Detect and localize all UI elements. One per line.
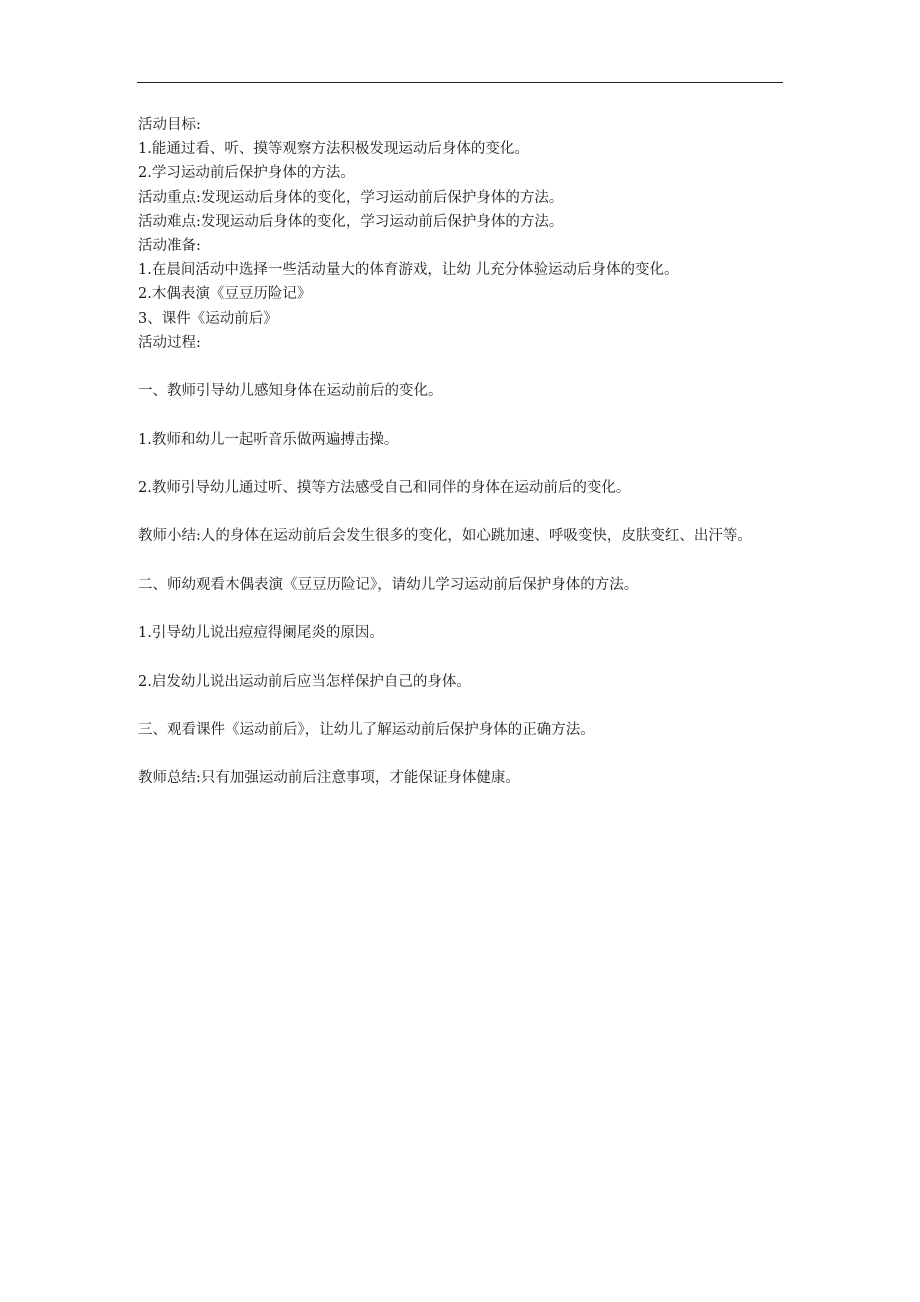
spacer	[138, 355, 786, 379]
section-1-summary: 教师小结:人的身体在运动前后会发生很多的变化，如心跳加速、呼吸变快，皮肤变红、出汗等。	[138, 528, 752, 545]
spacer	[138, 500, 786, 524]
section-1-item-2: 2.教师引导幼儿通过听、摸等方法感受自己和同伴的身体在运动前后的变化。	[138, 480, 631, 496]
goals-heading: 活动目标:	[138, 117, 201, 133]
section-1-item-1: 1.教师和幼儿一起听音乐做两遍搏击操。	[138, 431, 399, 448]
process-heading: 活动过程:	[138, 334, 201, 351]
section-2-item-2: 2.启发幼儿说出运动前后应当怎样保护自己的身体。	[138, 673, 471, 690]
spacer	[138, 742, 786, 766]
spacer	[138, 452, 786, 476]
spacer	[138, 403, 786, 427]
spacer	[138, 645, 786, 669]
difficult-point: 活动难点:发现运动后身体的变化，学习运动前后保护身体的方法。	[138, 213, 564, 230]
goal-item-2: 2.学习运动前后保护身体的方法。	[138, 165, 355, 182]
key-point: 活动重点:发现运动后身体的变化，学习运动前后保护身体的方法。	[138, 189, 564, 206]
final-summary: 教师总结:只有加强运动前后注意事项，才能保证身体健康。	[138, 770, 520, 787]
preparation-item-2: 2.木偶表演《豆豆历险记》	[138, 286, 312, 303]
header-rule	[137, 82, 783, 83]
document-body	[138, 113, 786, 791]
section-2-item-1: 1.引导幼儿说出痘痘得阑尾炎的原因。	[138, 625, 384, 642]
spacer	[138, 597, 786, 621]
preparation-item-1: 1.在晨间活动中选择一些活动量大的体育游戏，让幼 儿充分体验运动后身体的变化。	[138, 262, 679, 279]
section-3-heading: 三、观看课件《运动前后》，让幼儿了解运动前后保护身体的正确方法。	[138, 721, 595, 738]
spacer	[138, 694, 786, 718]
section-1-heading: 一、教师引导幼儿感知身体在运动前后的变化。	[138, 383, 443, 400]
goal-item-1: 1.能通过看、听、摸等观察方法积极发现运动后身体的变化。	[138, 141, 529, 158]
section-2-heading: 二、师幼观看木偶表演《豆豆历险记》，请幼儿学习运动前后保护身体的方法。	[138, 576, 639, 593]
spacer	[138, 549, 786, 573]
preparation-heading: 活动准备:	[138, 238, 201, 255]
preparation-item-3: 3、课件《运动前后》	[138, 310, 278, 327]
